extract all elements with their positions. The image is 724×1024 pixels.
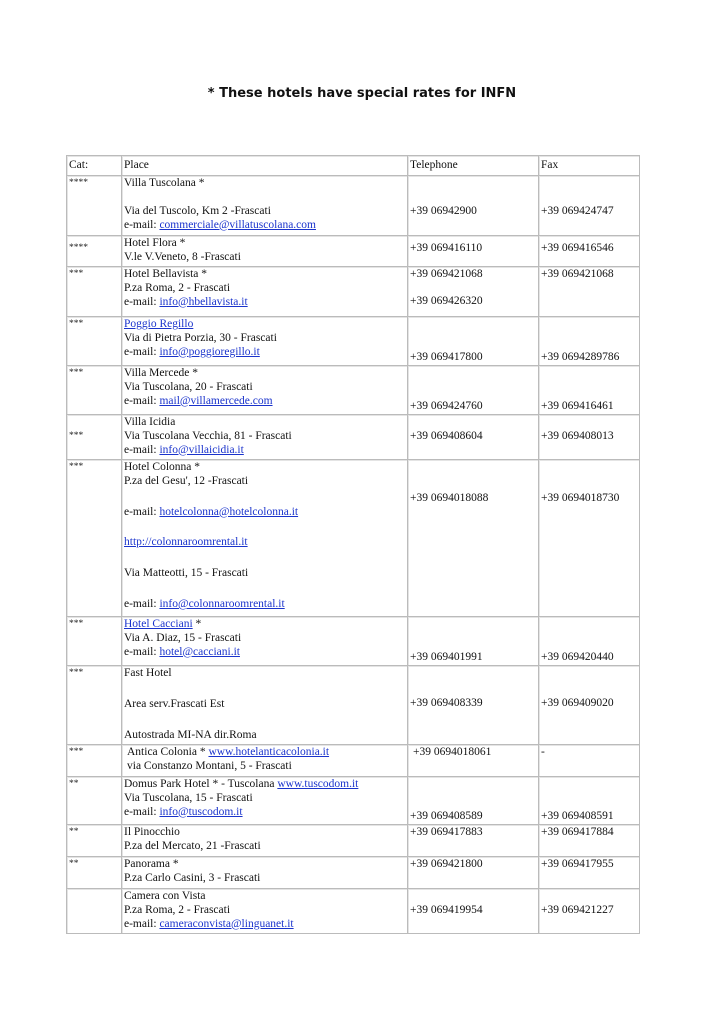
hotel-name: Hotel Bellavista * <box>124 268 208 280</box>
category-cell: *** <box>67 460 122 617</box>
column-header-fax: Fax <box>539 156 640 176</box>
place-cell <box>122 415 408 460</box>
table-row <box>67 825 640 857</box>
hotel-address: Via di Pietra Porzia, 30 - Frascati <box>124 331 277 344</box>
hotel-name: Antica Colonia * <box>127 746 209 758</box>
table-row <box>67 415 640 460</box>
email-label: e-mail: <box>124 443 160 456</box>
telephone-cell: +39 069419954 <box>408 889 539 934</box>
hotel-name-link[interactable]: Hotel Cacciani <box>124 618 193 630</box>
fax-cell: +39 069417884 <box>539 825 640 857</box>
hotel-address: V.le V.Veneto, 8 -Frascati <box>124 250 241 263</box>
email-link[interactable]: info@tuscodom.it <box>159 805 243 818</box>
table-row <box>67 460 640 617</box>
email-label: e-mail: <box>124 218 160 231</box>
hotel-address: P.za del Gesu', 12 -Frascati <box>124 474 249 487</box>
email-link[interactable]: mail@villamercede.com <box>159 394 273 407</box>
table-row <box>67 176 640 236</box>
fax-cell: +39 069408591 <box>539 777 640 825</box>
hotel-name: Fast Hotel <box>124 667 172 679</box>
hotel-name-link[interactable]: Poggio Regillo <box>124 318 194 330</box>
email-label: e-mail: <box>124 597 160 610</box>
email-label: e-mail: <box>124 394 160 407</box>
table-row <box>67 366 640 415</box>
email-label: e-mail: <box>124 345 160 358</box>
hotel-address: P.za Roma, 2 - Frascati <box>124 903 231 916</box>
column-header-place: Place <box>122 156 408 176</box>
fax-cell: +39 069417955 <box>539 857 640 889</box>
email-link[interactable]: hotel@cacciani.it <box>159 645 240 658</box>
category-cell: *** <box>67 366 122 415</box>
email-link[interactable]: commerciale@villatuscolana.com <box>159 218 316 231</box>
place-cell <box>122 617 408 666</box>
fax-cell: +39 0694018730 <box>539 460 640 617</box>
hotel-address: P.za Carlo Casini, 3 - Frascati <box>124 871 261 884</box>
table-row <box>67 236 640 267</box>
fax-cell: +39 069416461 <box>539 366 640 415</box>
telephone-cell: +39 069421800 <box>408 857 539 889</box>
category-cell: *** <box>67 267 122 317</box>
email-link[interactable]: info@hbellavista.it <box>159 295 248 308</box>
table-row <box>67 617 640 666</box>
email-label: e-mail: <box>124 505 160 518</box>
hotel-address: Via A. Diaz, 15 - Frascati <box>124 631 242 644</box>
telephone-cell: +39 069408604 <box>408 415 539 460</box>
hotel-address: Via Tuscolana, 20 - Frascati <box>124 380 253 393</box>
email-link[interactable]: info@villaicidia.it <box>159 443 244 456</box>
place-cell <box>122 825 408 857</box>
hotel-name: Hotel Flora * <box>124 237 186 249</box>
telephone-cell: +39 069416110 <box>408 236 539 267</box>
category-cell: ** <box>67 857 122 889</box>
email-label: e-mail: <box>124 295 160 308</box>
email-label: e-mail: <box>124 805 160 818</box>
telephone-primary: +39 069421068 <box>410 268 483 280</box>
telephone-cell: +39 069417800 <box>408 317 539 366</box>
place-cell <box>122 666 408 745</box>
hotel-name: Il Pinocchio <box>124 826 180 838</box>
email-link[interactable]: info@poggioregillo.it <box>159 345 260 358</box>
category-cell: *** <box>67 317 122 366</box>
fax-cell: +39 069409020 <box>539 666 640 745</box>
telephone-cell: +39 069401991 <box>408 617 539 666</box>
table-row <box>67 317 640 366</box>
email-label: e-mail: <box>124 917 160 930</box>
table-row <box>67 267 640 317</box>
category-cell: *** <box>67 745 122 777</box>
fax-cell: +39 069424747 <box>539 176 640 236</box>
place-cell <box>122 745 408 777</box>
telephone-cell: +39 06942900 <box>408 176 539 236</box>
table-row <box>67 889 640 934</box>
category-cell: *** <box>67 617 122 666</box>
place-cell <box>122 366 408 415</box>
fax-cell: +39 0694289786 <box>539 317 640 366</box>
telephone-cell: +39 0694018088 <box>408 460 539 617</box>
place-cell <box>122 460 408 617</box>
category-cell: **** <box>67 176 122 236</box>
telephone-cell <box>408 267 539 317</box>
hotel-address: P.za del Mercato, 21 -Frascati <box>124 839 261 852</box>
email-label: e-mail: <box>124 645 160 658</box>
column-header-cat: Cat: <box>67 156 122 176</box>
place-cell <box>122 317 408 366</box>
email-link-secondary[interactable]: info@colonnaroomrental.it <box>159 597 285 610</box>
hotel-address-secondary: Autostrada MI-NA dir.Roma <box>124 728 257 741</box>
fax-cell: +39 069416546 <box>539 236 640 267</box>
place-cell <box>122 889 408 934</box>
telephone-cell: +39 0694018061 <box>408 745 539 777</box>
telephone-secondary: +39 069426320 <box>410 294 483 307</box>
table-row <box>67 745 640 777</box>
hotel-address: Area serv.Frascati Est <box>124 697 225 710</box>
category-cell <box>67 889 122 934</box>
place-cell <box>122 236 408 267</box>
fax-cell: +39 069421068 <box>539 267 640 317</box>
hotel-name: Villa Mercede * <box>124 367 199 379</box>
hotel-name: Camera con Vista <box>124 890 206 902</box>
place-cell <box>122 857 408 889</box>
place-cell <box>122 176 408 236</box>
hotel-name: Hotel Colonna * <box>124 461 201 473</box>
table-row <box>67 666 640 745</box>
hotel-address: Via Tuscolana Vecchia, 81 - Frascati <box>124 429 292 442</box>
fax-cell: - <box>539 745 640 777</box>
table-row <box>67 857 640 889</box>
fax-cell: +39 069408013 <box>539 415 640 460</box>
hotel-address: Via Tuscolana, 15 - Frascati <box>124 791 253 804</box>
hotel-name: Panorama * <box>124 858 179 870</box>
telephone-cell: +39 069408339 <box>408 666 539 745</box>
email-link[interactable]: cameraconvista@linguanet.it <box>159 917 294 930</box>
telephone-cell: +39 069408589 <box>408 777 539 825</box>
table-row <box>67 777 640 825</box>
table-header-row <box>67 156 640 176</box>
fax-cell: +39 069421227 <box>539 889 640 934</box>
page-title: * These hotels have special rates for INFN <box>207 86 517 101</box>
hotel-address-secondary: Via Matteotti, 15 - Frascati <box>124 567 249 580</box>
website-link[interactable]: www.tuscodom.it <box>277 778 359 790</box>
hotel-address: P.za Roma, 2 - Frascati <box>124 281 231 294</box>
category-cell: *** <box>67 666 122 745</box>
website-link[interactable]: www.hotelanticacolonia.it <box>208 746 330 758</box>
category-cell: *** <box>67 415 122 460</box>
fax-cell: +39 069420440 <box>539 617 640 666</box>
category-cell: ** <box>67 777 122 825</box>
place-cell <box>122 267 408 317</box>
hotel-address: via Constanzo Montani, 5 - Frascati <box>127 759 292 772</box>
hotel-name: Villa Icidia <box>124 416 176 428</box>
hotel-name-suffix: * <box>192 618 202 630</box>
website-link[interactable]: http://colonnaroomrental.it <box>124 536 248 549</box>
telephone-cell: +39 069424760 <box>408 366 539 415</box>
place-cell <box>122 777 408 825</box>
hotel-address: Via del Tuscolo, Km 2 -Frascati <box>124 204 271 217</box>
email-link[interactable]: hotelcolonna@hotelcolonna.it <box>159 505 299 518</box>
category-cell: **** <box>67 236 122 267</box>
category-cell: ** <box>67 825 122 857</box>
hotel-name: Villa Tuscolana * <box>124 177 205 189</box>
hotel-name: Domus Park Hotel * - Tuscolana <box>124 778 278 790</box>
hotels-table <box>66 155 640 934</box>
telephone-cell: +39 069417883 <box>408 825 539 857</box>
column-header-telephone: Telephone <box>408 156 539 176</box>
